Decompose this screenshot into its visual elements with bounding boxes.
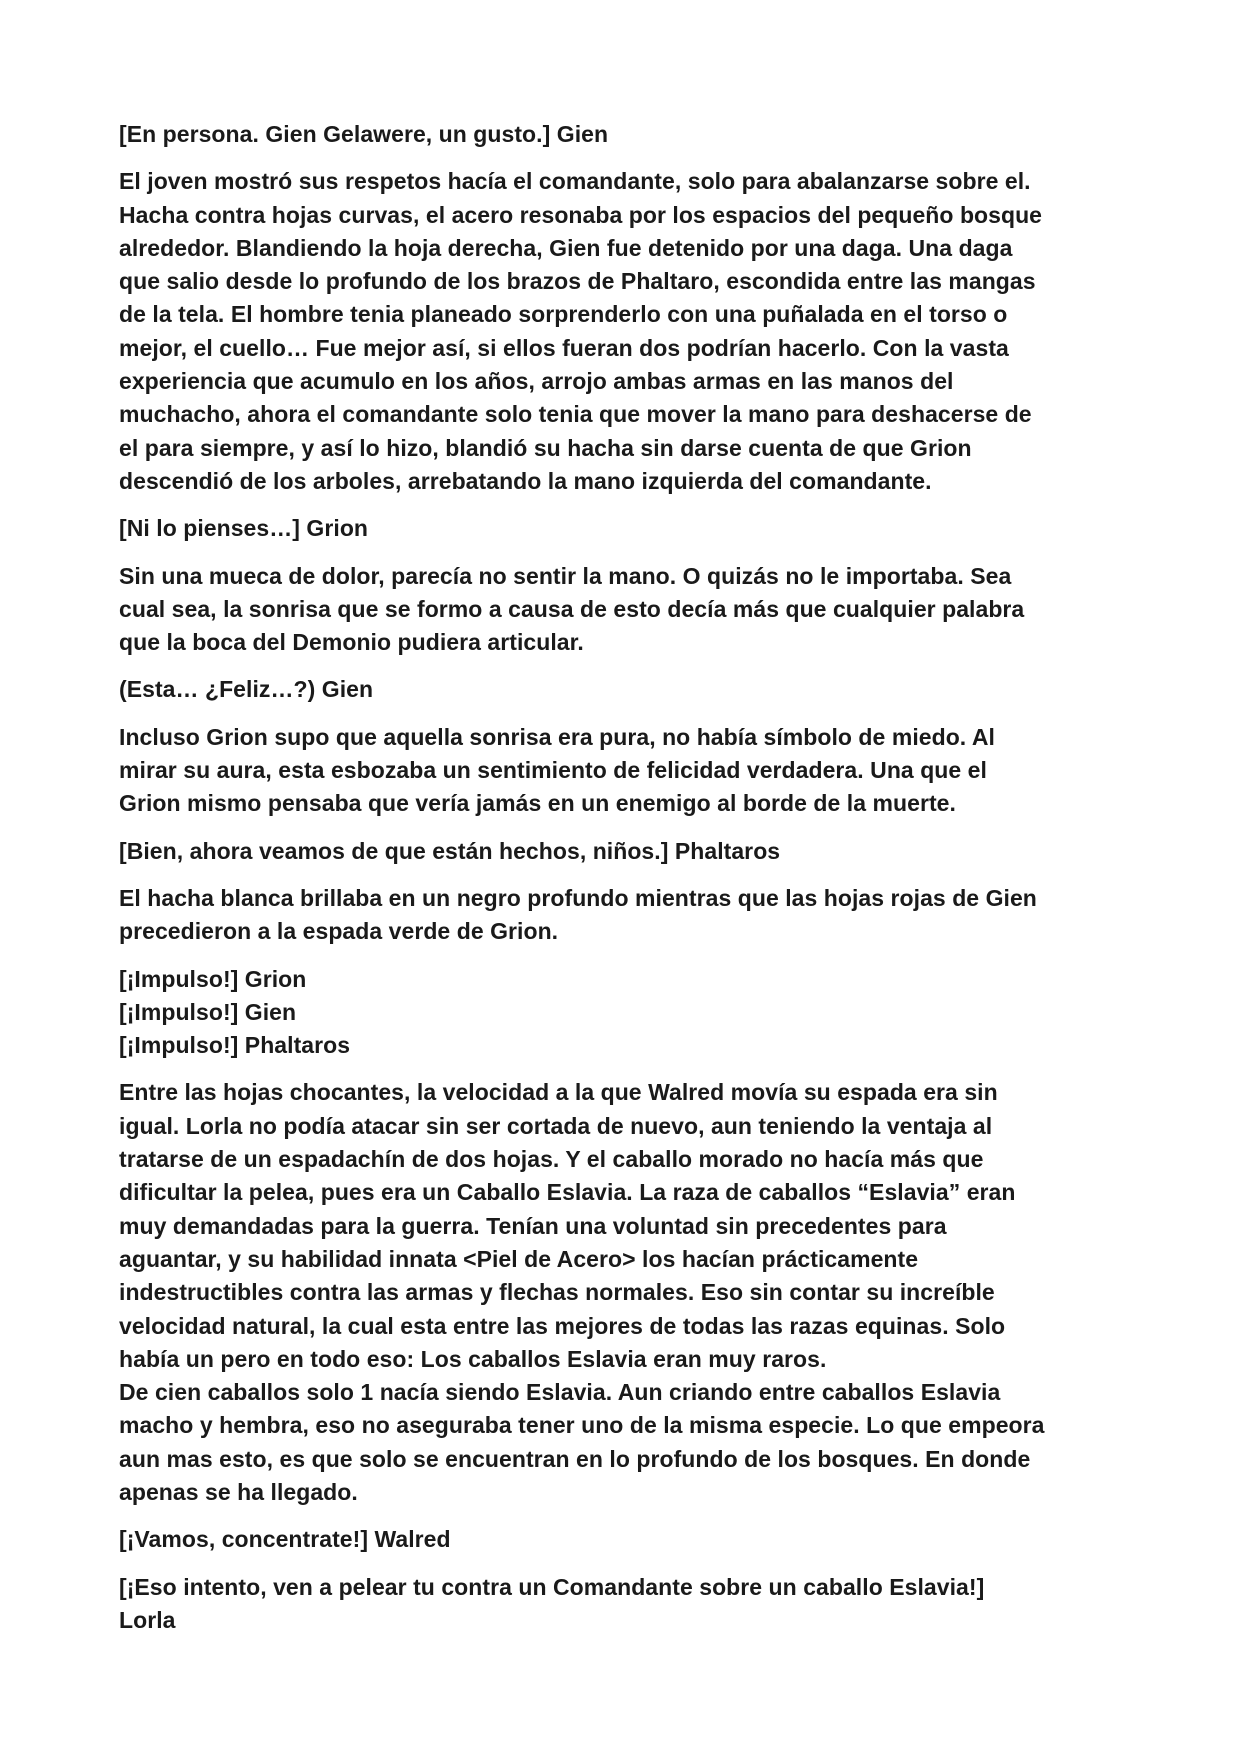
- text-line: [¡Impulso!] Gien: [119, 998, 297, 1025]
- text-line: cual sea, la sonrisa que se formo a causa de esto decía más que cualquier palabra: [119, 595, 1025, 622]
- text-line: muy demandadas para la guerra. Tenían una voluntad sin precedentes para: [119, 1212, 947, 1239]
- text-line: experiencia que acumulo en los años, arrojo ambas armas en las manos del: [119, 368, 954, 395]
- paragraph: [119, 560, 1129, 660]
- paragraph: [119, 1076, 1129, 1509]
- paragraph: [119, 1571, 1129, 1638]
- text-line: mirar su aura, esta esbozaba un sentimiento de felicidad verdadera. Una que el: [119, 757, 987, 784]
- text-line: [Ni lo pienses…] Grion: [119, 515, 369, 542]
- paragraph: [119, 963, 1129, 1063]
- paragraph: [119, 673, 1129, 706]
- text-line: aguantar, y su habilidad innata <Piel de Acero> los hacían prácticamente: [119, 1245, 919, 1272]
- text-line: precedieron a la espada verde de Grion.: [119, 918, 559, 945]
- text-line: aun mas esto, es que solo se encuentran en lo profundo de los bosques. En donde: [119, 1445, 1031, 1472]
- paragraph: [119, 835, 1129, 868]
- text-line: Hacha contra hojas curvas, el acero resonaba por los espacios del pequeño bosque: [119, 201, 1043, 228]
- text-line: mejor, el cuello… Fue mejor así, si ellos fueran dos podrían hacerlo. Con la vasta: [119, 334, 1009, 361]
- text-line: [Bien, ahora veamos de que están hechos, niños.] Phaltaros: [119, 837, 781, 864]
- text-line: apenas se ha llegado.: [119, 1478, 358, 1505]
- paragraph: [119, 512, 1129, 545]
- text-line: [En persona. Gien Gelawere, un gusto.] Gien: [119, 121, 609, 147]
- text-line: tratarse de un espadachín de dos hojas. Y el caballo morado no hacía más que: [119, 1146, 984, 1173]
- text-line: igual. Lorla no podía atacar sin ser cortada de nuevo, aun teniendo la ventaja al: [119, 1112, 993, 1139]
- text-line: velocidad natural, la cual esta entre las mejores de todas las razas equinas. Solo: [119, 1312, 1006, 1339]
- text-line: de la tela. El hombre tenia planeado sorprenderlo con una puñalada en el torso o: [119, 301, 1008, 328]
- text-line: El joven mostró sus respetos hacía el comandante, solo para abalanzarse sobre el.: [119, 168, 1031, 195]
- text-line: [¡Impulso!] Grion: [119, 965, 307, 992]
- text-line: Lorla: [119, 1606, 176, 1633]
- text-line: [¡Impulso!] Phaltaros: [119, 1032, 351, 1059]
- paragraph: [119, 118, 1129, 151]
- text-line: Sin una mueca de dolor, parecía no sentir la mano. O quizás no le importaba. Sea: [119, 562, 1012, 589]
- text-line: El hacha blanca brillaba en un negro profundo mientras que las hojas rojas de Gien: [119, 884, 1037, 911]
- text-line: De cien caballos solo 1 nacía siendo Eslavia. Aun criando entre caballos Eslavia: [119, 1379, 1001, 1406]
- text-line: que salio desde lo profundo de los brazos de Phaltaro, escondida entre las mangas: [119, 268, 1036, 295]
- text-line: indestructibles contra las armas y flechas normales. Eso sin contar su increíble: [119, 1279, 995, 1306]
- text-line: [¡Vamos, concentrate!] Walred: [119, 1526, 451, 1553]
- text-line: alrededor. Blandiendo la hoja derecha, Gien fue detenido por una daga. Una daga: [119, 234, 1013, 261]
- text-line: que la boca del Demonio pudiera articular.: [119, 629, 584, 656]
- text-line: muchacho, ahora el comandante solo tenia que mover la mano para deshacerse de: [119, 401, 1032, 428]
- paragraph: [119, 721, 1129, 821]
- text-line: Entre las hojas chocantes, la velocidad a la que Walred movía su espada era sin: [119, 1079, 998, 1106]
- paragraph: [119, 165, 1129, 498]
- text-line: Grion mismo pensaba que vería jamás en un enemigo al borde de la muerte.: [119, 790, 956, 817]
- text-line: dificultar la pelea, pues era un Caballo Eslavia. La raza de caballos “Eslavia” eran: [119, 1179, 1016, 1206]
- paragraph: [119, 1523, 1129, 1556]
- document-body: [119, 118, 1129, 1651]
- text-line: descendió de los arboles, arrebatando la mano izquierda del comandante.: [119, 467, 932, 494]
- text-line: el para siempre, y así lo hizo, blandió su hacha sin darse cuenta de que Grion: [119, 434, 972, 461]
- paragraph: [119, 882, 1129, 949]
- text-line: había un pero en todo eso: Los caballos Eslavia eran muy raros.: [119, 1345, 827, 1372]
- text-line: Incluso Grion supo que aquella sonrisa era pura, no había símbolo de miedo. Al: [119, 723, 995, 750]
- text-line: macho y hembra, eso no aseguraba tener uno de la misma especie. Lo que empeora: [119, 1412, 1045, 1439]
- text-line: [¡Eso intento, ven a pelear tu contra un Comandante sobre un caballo Eslavia!]: [119, 1573, 985, 1600]
- text-line: (Esta… ¿Feliz…?) Gien: [119, 676, 374, 703]
